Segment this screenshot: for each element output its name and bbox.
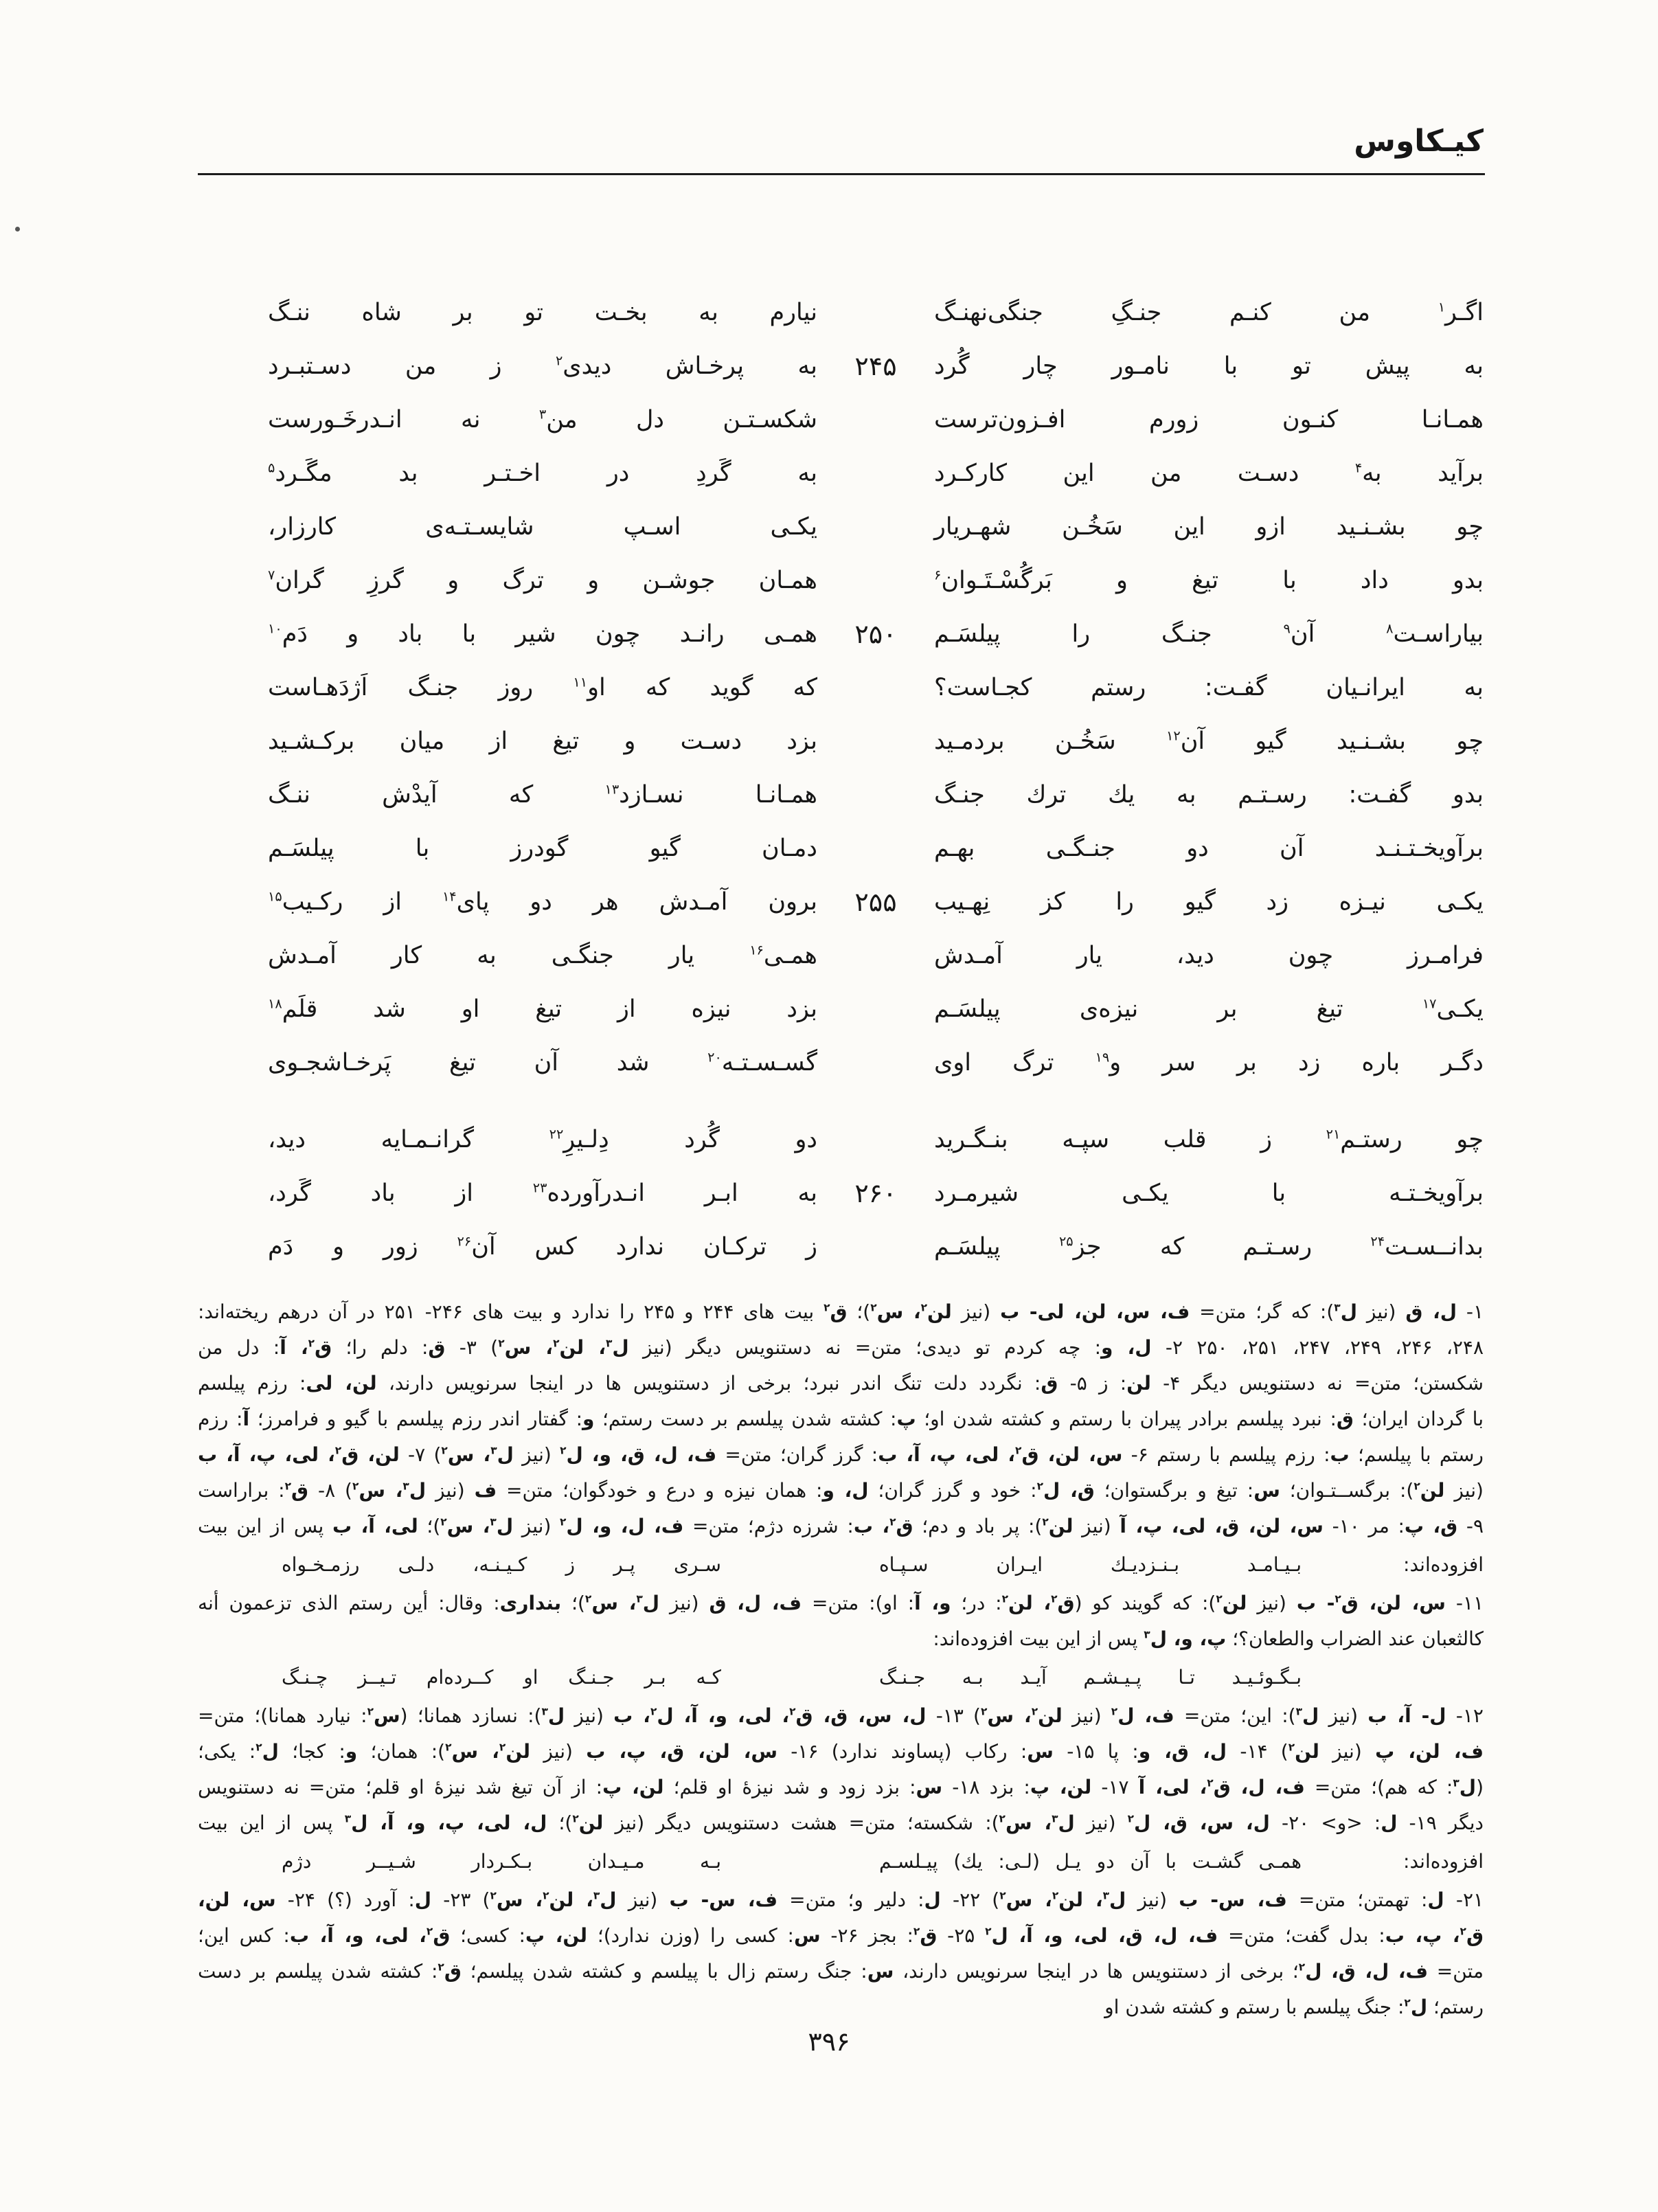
footnote-marker: ۲ [985,1925,992,1938]
verse-number: ۲۶۰ [854,1178,897,1208]
manuscript-siglum: س [793,1924,821,1947]
hemistich-right: چو بشـنـید ازو این سَخُـن شهـریار [934,513,1484,541]
manuscript-siglum: ق [1041,1372,1058,1395]
footnote-marker: ۲ [490,1889,497,1902]
verse-number: ۲۵۰ [854,619,897,649]
poem-bayt [199,339,1484,393]
footnote-marker: ۲ [572,1812,579,1825]
manuscript-siglum: ب [1330,1443,1350,1466]
footnote-marker: ۲ [499,1741,506,1754]
manuscript-siglum: ف، ل$^۲$ [1111,1704,1174,1727]
manuscript-siglum: لن، پ [525,1924,588,1947]
footnote-marker: ۲ [426,1925,433,1938]
footnote-marker: ۲۳ [532,1180,547,1196]
footnote-marker: ۳ [538,406,547,422]
manuscript-siglum: و [582,1408,595,1430]
manuscript-siglum: ل$^۳$ [1453,1776,1477,1798]
poem-bayt [199,500,1484,554]
footnote-marker: ۲ [1288,1741,1295,1754]
manuscript-siglum: س، لن، ق، لی، پ، آ [1120,1515,1324,1537]
hemistich-left: گسـسـتـه$^{۲۰}$ شد آن تیغ پَرخـاشجـوی [268,1049,817,1076]
apparatus-verse-line [198,1660,1484,1695]
footnote-marker: ۱۲ [1166,727,1181,744]
manuscript-siglum: ق [428,1336,446,1359]
manuscript-siglum: س [1253,1479,1280,1502]
manuscript-siglum: ق، ل$^۲$ [1036,1479,1095,1502]
verse-number: ۲۵۵ [854,887,897,917]
footnote-marker: ۲ [789,1705,796,1718]
footnote-marker: ۲ [352,1480,359,1493]
manuscript-siglum: لن$^۲$، س$^۲$ [980,1704,1063,1727]
manuscript-siglum: پ، و، ل$^۳$ [1144,1627,1227,1650]
apparatus-hemistich-left: کـه بـر جـنـگ او کــرده‌ام تـیــز چـنـگ [282,1666,721,1689]
footnote-marker: ۲ [920,1301,928,1314]
poem-bayt [199,875,1484,929]
hemistich-left: برون آمـدش هر دو پای$^{۱۴}$ از رکـیب$^{۱۵}$ [268,888,817,916]
footnote-marker: ۲ [1042,1515,1049,1528]
manuscript-siglum: بنداری [499,1592,562,1614]
manuscript-siglum: س [916,1776,943,1798]
hemistich-left: ز ترکـان ندارد کس آن$^{۲۶}$ زور و دَم [268,1233,817,1261]
manuscript-siglum: ل$^۳$، س$^۲$ [999,1812,1075,1834]
footnote-marker: ۲ [441,1444,448,1457]
manuscript-siglum: ق [1336,1408,1354,1430]
critical-apparatus [198,1294,1484,2025]
poem-bayt [199,554,1484,607]
poem-bayt [199,661,1484,714]
footnote-marker: ۶ [934,567,942,583]
hemistich-right: برآید به$^۴$ دسـت من این کارکـرد [934,460,1484,487]
footnote-marker: ۱۰ [268,620,282,637]
footnote-marker: ۲ [1335,1592,1341,1605]
footnote-marker: ۳ [1052,1812,1058,1825]
footnote-marker: ۲ [555,352,563,369]
hemistich-right: بدو گفـت: رسـتـم به یك ترك جنـگ [934,781,1484,809]
footnote-marker: ۲ [1127,1812,1134,1825]
manuscript-siglum: ل$^۳$، س$^۲$ [440,1515,514,1537]
apparatus-hemistich-left: سـری پـر ز کـیـنـه، دلـی رزمـخـواه [282,1553,721,1576]
poem-bayt [199,286,1484,339]
footnote-marker: ۲ [584,1592,592,1605]
footnote-marker: ۲ [543,1889,549,1902]
verse-number [817,982,934,1036]
manuscript-siglum: لن، ق$^۲$، لی، پ، آ، ب [198,1443,400,1466]
verse-number [817,286,934,339]
footnote-marker: ۲۱ [1326,1126,1341,1142]
footnote-marker: ۲ [999,1812,1006,1825]
apparatus-line: کالثعبان عند الضراب والطعان؟؛ پ، و، ل$^۳$ پس از این بیت افزوده‌اند: [933,1627,1484,1650]
manuscript-siglum: ل$^۳$ [1295,1704,1319,1727]
manuscript-siglum: ل$^۳$، س$^۲$ [352,1479,427,1502]
manuscript-siglum: ق، پ [1404,1515,1458,1537]
footnote-marker: ۲ [1207,1776,1214,1790]
manuscript-siglum: ف، س، لن، لی- ب [1000,1300,1190,1323]
hemistich-left: به گَردِ در اخـتـر بد مگَـرد$^۵$ [268,460,817,487]
manuscript-siglum: ق$^۲$ [438,1960,462,1983]
manuscript-siglum: ق$^۲$، آ [280,1336,332,1359]
footnote-marker: ۲ [650,1705,657,1718]
footnote-marker: ۲ [255,1741,262,1754]
scan-speck [15,227,20,232]
apparatus-verse-lead: افزوده‌اند: [1403,1553,1484,1576]
manuscript-siglum: ل$^۳$، س$^۲$ [584,1592,660,1614]
verse-number: ۲۴۵ [854,351,897,381]
footnote-marker: ۲ [1216,1592,1223,1605]
footnote-marker: ۷ [268,567,275,583]
footnote-marker: ۳ [402,1480,409,1493]
footnote-marker: ۲ [1052,1889,1059,1902]
footnote-marker: ۲ [980,1705,988,1718]
footnote-marker: ۳ [1334,1301,1341,1314]
footnote-marker: ۳ [1102,1889,1110,1902]
footnote-marker: ۲ [308,1337,315,1350]
poem-bayt [199,768,1484,822]
footnote-marker: ۹ [1283,620,1291,637]
footnote-marker: ۸ [1386,620,1394,637]
hemistich-left: به ابـر انـدرآورده$^{۲۳}$ از باد گَرد، [268,1180,818,1207]
manuscript-siglum: لن، پ [1030,1776,1092,1798]
footnote-marker: ۲ [913,1925,920,1938]
manuscript-siglum: س [1027,1740,1054,1763]
hemistich-right: یکـی$^{۱۷}$ تیغ بر نیزه‌ی پیلسَـم [934,995,1484,1023]
manuscript-siglum: ل$^۳$، لن$^۲$، س$^۲$ [999,1888,1126,1911]
manuscript-siglum: لن$^۲$ [1288,1740,1319,1763]
poem-bayt [199,1166,1484,1220]
hemistich-left: بزد نیزه از تیغ او شد قلَم$^{۱۸}$ [268,995,817,1023]
apparatus-line: متن= ف، ل، ق، ل$^۲$؛ برخی از دستنویس ها در اینجا سرنویس دارند، س: جنگ رستم زال با پیلسم و کشته شدن پیلسم؛ ق$^۲$: کشته شدن پیلسم بر دست [198,1960,1484,1983]
manuscript-siglum: س، لن، ق، پ، ب [586,1740,778,1763]
poem-bayt [199,447,1484,500]
manuscript-siglum: لن$^۲$ [1216,1592,1247,1614]
manuscript-siglum: ق$^۲$ [913,1924,938,1947]
manuscript-siglum: ف، س- ب [669,1888,778,1911]
footnote-marker: ۳ [490,1444,497,1457]
poem-columns [199,286,1484,1274]
apparatus-line: ۱۲- ل- آ، ب (نیز ل$^۳$): این؛ متن= ف، ل$^۲$ (نیز لن$^۲$، س$^۲$) ۱۳- ل، س، ق، ق$^۲$، لی، و، آ، ل$^۲$، ب (نیز ل$^۳$): نسازد همانا؛ (س$^۲$: نیارد همانا)؛ متن= [198,1704,1484,1727]
poem-bayt [199,1113,1484,1166]
manuscript-siglum: لن$^۲$، س$^۲$ [870,1300,952,1323]
hemistich-right: برآویخـتـه با یکـی شیرمـرد [934,1180,1484,1207]
manuscript-siglum: ل، ق [1405,1300,1457,1323]
poem-bayt [199,714,1484,768]
hemistich-right: فرامـرز چون دید، یار آمـدش [934,942,1484,969]
verse-number [817,1036,934,1090]
apparatus-line: (نیز لن$^۲$): برگســتـوان؛ س: تیغ و برگستوان؛ ق، ل$^۲$: خود و گرز گران؛ ل، و: همان نیزه و درع و خودگوان؛ متن= ف (نیز ل$^۳$، س$^۲$) ۸- ق$^۲$: براراست [198,1479,1484,1502]
apparatus-hemistich-right: همـی گشـت با آن دو یـل (لـی: یك) پیـلسـم [879,1850,1302,1873]
footnote-marker: ۲ [1404,1996,1411,2009]
manuscript-siglum: آ [242,1408,250,1430]
manuscript-siglum: ف [474,1479,497,1502]
manuscript-siglum: ل، ق، و [1138,1740,1227,1763]
manuscript-siglum: ل$^۳$ [1334,1300,1357,1323]
verse-number [817,929,934,982]
manuscript-siglum: س$^۲$ [367,1704,400,1727]
apparatus-line: با گردان ایران؛ ق: نبرد پیلسم برادر پیران با رستم و کشته شدن او؛ پ: کشته شدن پیلسم بر دست رستم؛ و: گفتار اندر رزم پیلسم با گیو و فرامرز؛ آ: رزم [198,1408,1484,1430]
apparatus-line: ۱- ل، ق (نیز ل$^۳$): که گر؛ متن= ف، س، لن، لی- ب (نیز لن$^۲$، س$^۲$)؛ ق$^۲$ بیت های ۲۴۴ و ۲۴۵ را ندارد و بیت های ۲۴۶- ۲۵۱ در آن درهم ریخته‌اند: [198,1300,1484,1323]
footnote-marker: ۲ [560,1515,567,1528]
footnote-marker: ۲ [445,1741,452,1754]
verse-number [817,768,934,822]
manuscript-siglum: ل$^۳$ [541,1704,565,1727]
verse-number [817,714,934,768]
verse-number [817,1220,934,1274]
apparatus-line: ف، لن، پ (نیز لن$^۲$) ۱۴- ل، ق، و: پا ۱۵- س: رکاب (پساوند ندارد) ۱۶- س، لن، ق، پ، ب (نیز لن$^۲$، س$^۲$): همان؛ و: کجا؛ ل$^۲$: یکی؛ [198,1740,1484,1763]
hemistich-right: یکـی نیـزه زد گیو را کز نِهـیب [934,888,1484,916]
manuscript-siglum: ف، ل، ق، لی، و، آ، ل$^۲$ [985,1924,1218,1947]
hemistich-left: دمـان گیو گودرز با پیلسَـم [268,835,817,862]
footnote-marker: ۳ [1295,1705,1302,1718]
poem-bayt [199,393,1484,447]
footnote-marker: ۲ [334,1444,342,1457]
manuscript-siglum: ف، ل، ق، و، ل$^۲$ [560,1443,717,1466]
apparatus-line: دیگر ۱۹- ل: <و> ۲۰- ل، س، ق، ل$^۲$ (نیز ل$^۳$، س$^۲$): شکسته؛ متن= هشت دستنویس دیگر (نیز لن$^۲$)؛ ل، لی، پ، و، آ، ل$^۳$ پس از این بیت [198,1812,1484,1834]
verse-number [817,1113,934,1166]
footnote-marker: ۳ [606,1337,613,1350]
verse-number [817,447,934,500]
apparatus-line: شکستن؛ متن= نه دستنویس دیگر ۴- لن: ز ۵- ق: نگردد دلت تنگ اندر نبرد؛ برخی از دستنویس ها در اینجا سرنویس دارند، لن، لی: رزم پیلسم [198,1372,1484,1395]
footnote-marker: ۴ [1354,460,1363,476]
manuscript-siglum: ق$^۲$ [284,1479,309,1502]
poem-bayt [199,822,1484,875]
hemistich-left: همـانـا نسـازد$^{۱۳}$ که آیدْش ننـگ [268,781,818,809]
poem-bayt [199,982,1484,1036]
apparatus-hemistich-left: بـه مـیـدان بـکـردار شـیــر دژم [282,1850,721,1873]
footnote-marker: ۲ [1036,1480,1044,1493]
manuscript-siglum: پ [896,1408,916,1430]
hemistich-right: دگـر باره زد بر سر و$^{۱۹}$ ترگ اوی [934,1049,1484,1076]
footnote-marker: ۳ [344,1812,352,1825]
apparatus-line: ق$^۲$، پ، ب: بدل گفت؛ متن= ف، ل، ق، لی، و، آ، ل$^۲$ ۲۵- ق$^۲$: بجز ۲۶- س: کسی را (وزن ندارد)؛ لن، پ: کسی؛ ق$^۲$، لی، و، آ، ب: کس این؛ [198,1924,1484,1947]
manuscript-siglum: ل، س، ق، ل$^۲$ [1127,1812,1270,1834]
apparatus-hemistich-right: بـیـامـد بـنـزدیـك ایـران سـپـاه [879,1553,1302,1576]
footnote-marker: ۱ [1438,299,1446,315]
manuscript-siglum: لن$^۲$، س$^۲$ [445,1740,531,1763]
poem-bayt [199,929,1484,982]
hemistich-left: به پرخـاش دیدی$^۲$ ز من دسـتبـرد [268,352,818,380]
manuscript-siglum: ق$^۲$، ب [853,1515,913,1537]
footnote-marker: ۱۸ [268,995,282,1012]
manuscript-siglum: ل$^۳$، لن$^۲$، س$^۲$ [490,1888,617,1911]
manuscript-siglum: لن، پ [602,1776,664,1798]
hemistich-left: همـی رانـد چون شیر با باد و دَم$^{۱۰}$ [268,620,817,648]
hemistich-right: برآویخـتـنـد آن دو جنـگـی بهـم [934,835,1484,862]
footnote-marker: ۲۲ [549,1126,564,1142]
manuscript-siglum: ل- آ، ب [1367,1704,1446,1727]
manuscript-siglum: ل [1381,1812,1398,1834]
hemistich-right: بدانــسـت$^{۲۴}$ رسـتـم که جز$^{۲۵}$ پیلسَـم [934,1233,1484,1261]
manuscript-siglum: ل$^۳$، لن$^۲$، س$^۲$ [498,1336,629,1359]
hemistich-right: به پیش تو با نامـور چار گُرد [934,352,1484,380]
footnote-marker: ۲۵ [1058,1233,1074,1250]
footnote-marker: ۵ [268,460,275,476]
verse-number [817,554,934,607]
apparatus-verse-line [198,1547,1484,1583]
manuscript-siglum: س، لن، ق$^۲$، لی، پ، آ، ب [878,1443,1123,1466]
hemistich-left: شکسـتـن دل من$^۳$ نه انـدرخَـورست [268,406,817,433]
manuscript-siglum: ق$^۲$، پ، ب [1385,1924,1484,1947]
manuscript-siglum: ق$^۲$، لی، و، آ، ب [289,1924,451,1947]
manuscript-siglum: ل$^۲$ [1404,1996,1428,2018]
footnote-marker: ۲ [498,1337,505,1350]
hemistich-right: چو بشـنـید گیو آن$^{۱۲}$ سَخُـن بردمـید [934,727,1484,755]
manuscript-siglum: و [345,1740,358,1763]
apparatus-line: رستم؛ ل$^۲$: جنگ پیلسم با رستم و کشته شدن او [1104,1996,1484,2018]
manuscript-siglum: ق$^۲$، لن$^۲$ [1001,1592,1075,1614]
hemistich-left: همـی$^{۱۶}$ یار جنگـی به کار آمـدش [268,942,817,969]
footnote-marker: ۲ [889,1515,896,1528]
poem-bayt [199,1220,1484,1274]
apparatus-line: ۲۱- ل: تهمتن؛ متن= ف، س- ب (نیز ل$^۳$، لن$^۲$، س$^۲$) ۲۲- ل: دلیر و؛ متن= ف، س- ب (نیز ل$^۳$، لن$^۲$، س$^۲$) ۲۳- ل: آورد (؟) ۲۴- س، لن، [198,1888,1484,1911]
header-rule [198,173,1485,175]
hemistich-left: بزد دسـت و تیغ از میان برکـشـید [268,727,817,755]
footnote-marker: ۱۳ [604,781,620,798]
hemistich-left: که گوید که او$^{۱۱}$ روز جنـگ اَژدَهـاست [268,674,818,701]
footnote-marker: ۲ [999,1889,1006,1902]
manuscript-siglum: ف، ل، و، ل$^۲$ [560,1515,684,1537]
page-number: ۳۹۶ [808,2027,850,2057]
apparatus-line: ۹- ق، پ: مر ۱۰- س، لن، ق، لی، پ، آ (نیز لن$^۲$): پر باد و دم؛ ق$^۲$، ب: شرزه دژم؛ متن= ف، ل، و، ل$^۲$ (نیز ل$^۳$، س$^۲$)؛ لی، آ، ب پس از این بیت [198,1515,1484,1537]
manuscript-siglum: ل [414,1888,432,1911]
footnote-marker: ۲ [367,1705,374,1718]
manuscript-siglum: س، لن، [198,1888,276,1911]
footnote-marker: ۲ [870,1301,877,1314]
manuscript-siglum: ف، ل، ق، ل$^۲$ [1298,1960,1429,1983]
manuscript-siglum: لن$^۲$ [1413,1479,1445,1502]
manuscript-siglum: ل، لی، پ، و، آ، ل$^۳$ [344,1812,547,1834]
manuscript-siglum: ل، و [822,1479,869,1502]
running-head: کیـکاوس [1354,124,1484,159]
hemistich-left: دو گُرد دِلـیرِ$^{۲۲}$ گرانـمـایه دید، [268,1126,817,1153]
apparatus-verse-line [198,1844,1484,1880]
footnote-marker: ۲ [438,1961,444,1974]
manuscript-siglum: ل$^۲$ [255,1740,279,1763]
apparatus-verse-lead [1367,1660,1484,1695]
manuscript-siglum: ل، و [1101,1336,1152,1359]
footnote-marker: ۲ [284,1480,292,1493]
footnote-marker: ۱۶ [749,942,764,958]
footnote-marker: ۳ [636,1592,643,1605]
manuscript-siglum: لی، آ، ب [332,1515,418,1537]
manuscript-siglum: و، آ [914,1592,951,1614]
manuscript-siglum: لن$^۲$ [1042,1515,1074,1537]
footnote-marker: ۲ [1015,1444,1022,1457]
footnote-marker: ۲ [1001,1592,1009,1605]
apparatus-line: ۲۴۸، ۲۴۶، ۲۴۹، ۲۴۷، ۲۵۱، ۲۵۰ ۲- ل، و: چه کردم تو دیدی؛ متن= نه دستنویس دیگر (نیز ل$^۳$، لن$^۲$، س$^۲$) ۳- ق: دلم را؛ ق$^۲$، آ: دل من [198,1336,1484,1359]
hemistich-left: یکـی اسـپ شایسـتـه‌ی کارزار، [268,513,817,541]
hemistich-right: اگـر$^۱$ من کنـم جنـگِ جنگی‌نهنـگ [934,299,1484,326]
verse-number [817,661,934,714]
manuscript-siglum: ق$^۲$ [824,1300,848,1323]
manuscript-siglum: ل$^۳$، س$^۲$ [441,1443,514,1466]
footnote-marker: ۲۶ [457,1233,472,1250]
footnote-marker: ۲ [1111,1705,1118,1718]
manuscript-siglum: لن [1126,1372,1151,1395]
verse-number [817,822,934,875]
footnote-marker: ۳ [490,1515,497,1528]
footnote-marker: ۱۱ [573,674,588,690]
poem-bayt [199,607,1484,661]
footnote-marker: ۱۴ [442,888,457,905]
hemistich-left: نیارم به بخـت تو بر شاه ننـگ [268,299,817,326]
manuscript-siglum: ف، ل، ق [709,1592,802,1614]
footnote-marker: ۲ [1413,1480,1420,1493]
hemistich-right: چو رستـم$^{۲۱}$ ز قلب سپـه بنـگـرید [934,1126,1484,1153]
apparatus-hemistich-right: بـگـوئـیـد تـا پـیـشـم آیـد بـه جـنـگ [879,1666,1302,1689]
footnote-marker: ۱۵ [268,888,282,905]
hemistich-right: به ایرانـیان گفـت: رستم کجـاست؟ [934,674,1484,701]
footnote-marker: ۲ [1460,1925,1466,1938]
footnote-marker: ۳ [1453,1776,1460,1790]
footnote-marker: ۲ [440,1515,447,1528]
hemistich-right: بیاراسـت$^۸$ آن$^۹$ جنـگ را پیلسَـم [934,620,1484,648]
footnote-marker: ۱۹ [1095,1049,1110,1065]
footnote-marker: ۲ [560,1444,567,1457]
verse-number [817,393,934,447]
manuscript-siglum: ف، س- ب [1179,1888,1287,1911]
footnote-marker: ۲ [824,1301,830,1314]
manuscript-siglum: ل [1427,1888,1444,1911]
manuscript-siglum: ف، لن، پ [1375,1740,1484,1763]
verse-number [817,500,934,554]
apparatus-verse-lead: افزوده‌اند: [1403,1850,1484,1873]
hemistich-left: همـان جوشـن و ترگ و گرزِ گران$^۷$ [268,567,817,594]
apparatus-line: ۱۱- س، لن، ق$^۲$- ب (نیز لن$^۲$): که گویند کو (ق$^۲$، لن$^۲$: در؛ و، آ: او): متن= ف، ل، ق (نیز ل$^۳$، س$^۲$)؛ بنداری: وقال: أین رستم الذی تزعمون أنه [198,1592,1484,1614]
footnote-marker: ۲۴ [1370,1233,1385,1250]
footnote-marker: ۲ [1298,1961,1306,1974]
manuscript-siglum: س، لن، ق$^۲$- ب [1296,1592,1446,1614]
footnote-marker: ۲۰ [707,1049,722,1065]
manuscript-siglum: لن، لی [306,1372,377,1395]
manuscript-siglum: س [867,1960,894,1983]
footnote-marker: ۲ [1031,1705,1038,1718]
footnote-marker: ۳ [1144,1628,1150,1641]
apparatus-line: رستم با پیلسم؛ ب: رزم پیلسم با رستم ۶- س، لن، ق$^۲$، لی، پ، آ، ب: گرز گران؛ متن= ف، ل، ق، و، ل$^۲$ (نیز ل$^۳$، س$^۲$) ۷- لن، ق$^۲$، لی، پ، آ، ب [198,1443,1484,1466]
footnote-marker: ۲ [553,1337,560,1350]
hemistich-right: بدو داد با تیغ و بَرگُسْـتَـوان$^۶$ [934,567,1484,594]
footnote-marker: ۱۷ [1422,995,1437,1012]
poem-bayt [199,1036,1484,1090]
footnote-marker: ۲ [1051,1592,1058,1605]
footnote-marker: ۳ [541,1705,548,1718]
manuscript-siglum: ف، ل، ق$^۲$، لی، آ [1138,1776,1305,1798]
hemistich-right: همـانـا کنـون زورم افـزون‌ترست [934,406,1484,433]
footnote-marker: ۳ [593,1889,600,1902]
manuscript-siglum: ل، س، ق، ق$^۲$، لی، و، آ، ل$^۲$، ب [613,1704,927,1727]
manuscript-siglum: لن$^۲$ [572,1812,604,1834]
apparatus-line: (ل$^۳$: که هم)؛ متن= ف، ل، ق$^۲$، لی، آ ۱۷- لن، پ: بزد ۱۸- س: بزد زود و شد نیزهٔ او قلم؛ لن، پ: از آن تیغ شد نیزهٔ او قلم؛ متن= نه دستنویس [198,1776,1484,1798]
manuscript-siglum: ل [924,1888,941,1911]
